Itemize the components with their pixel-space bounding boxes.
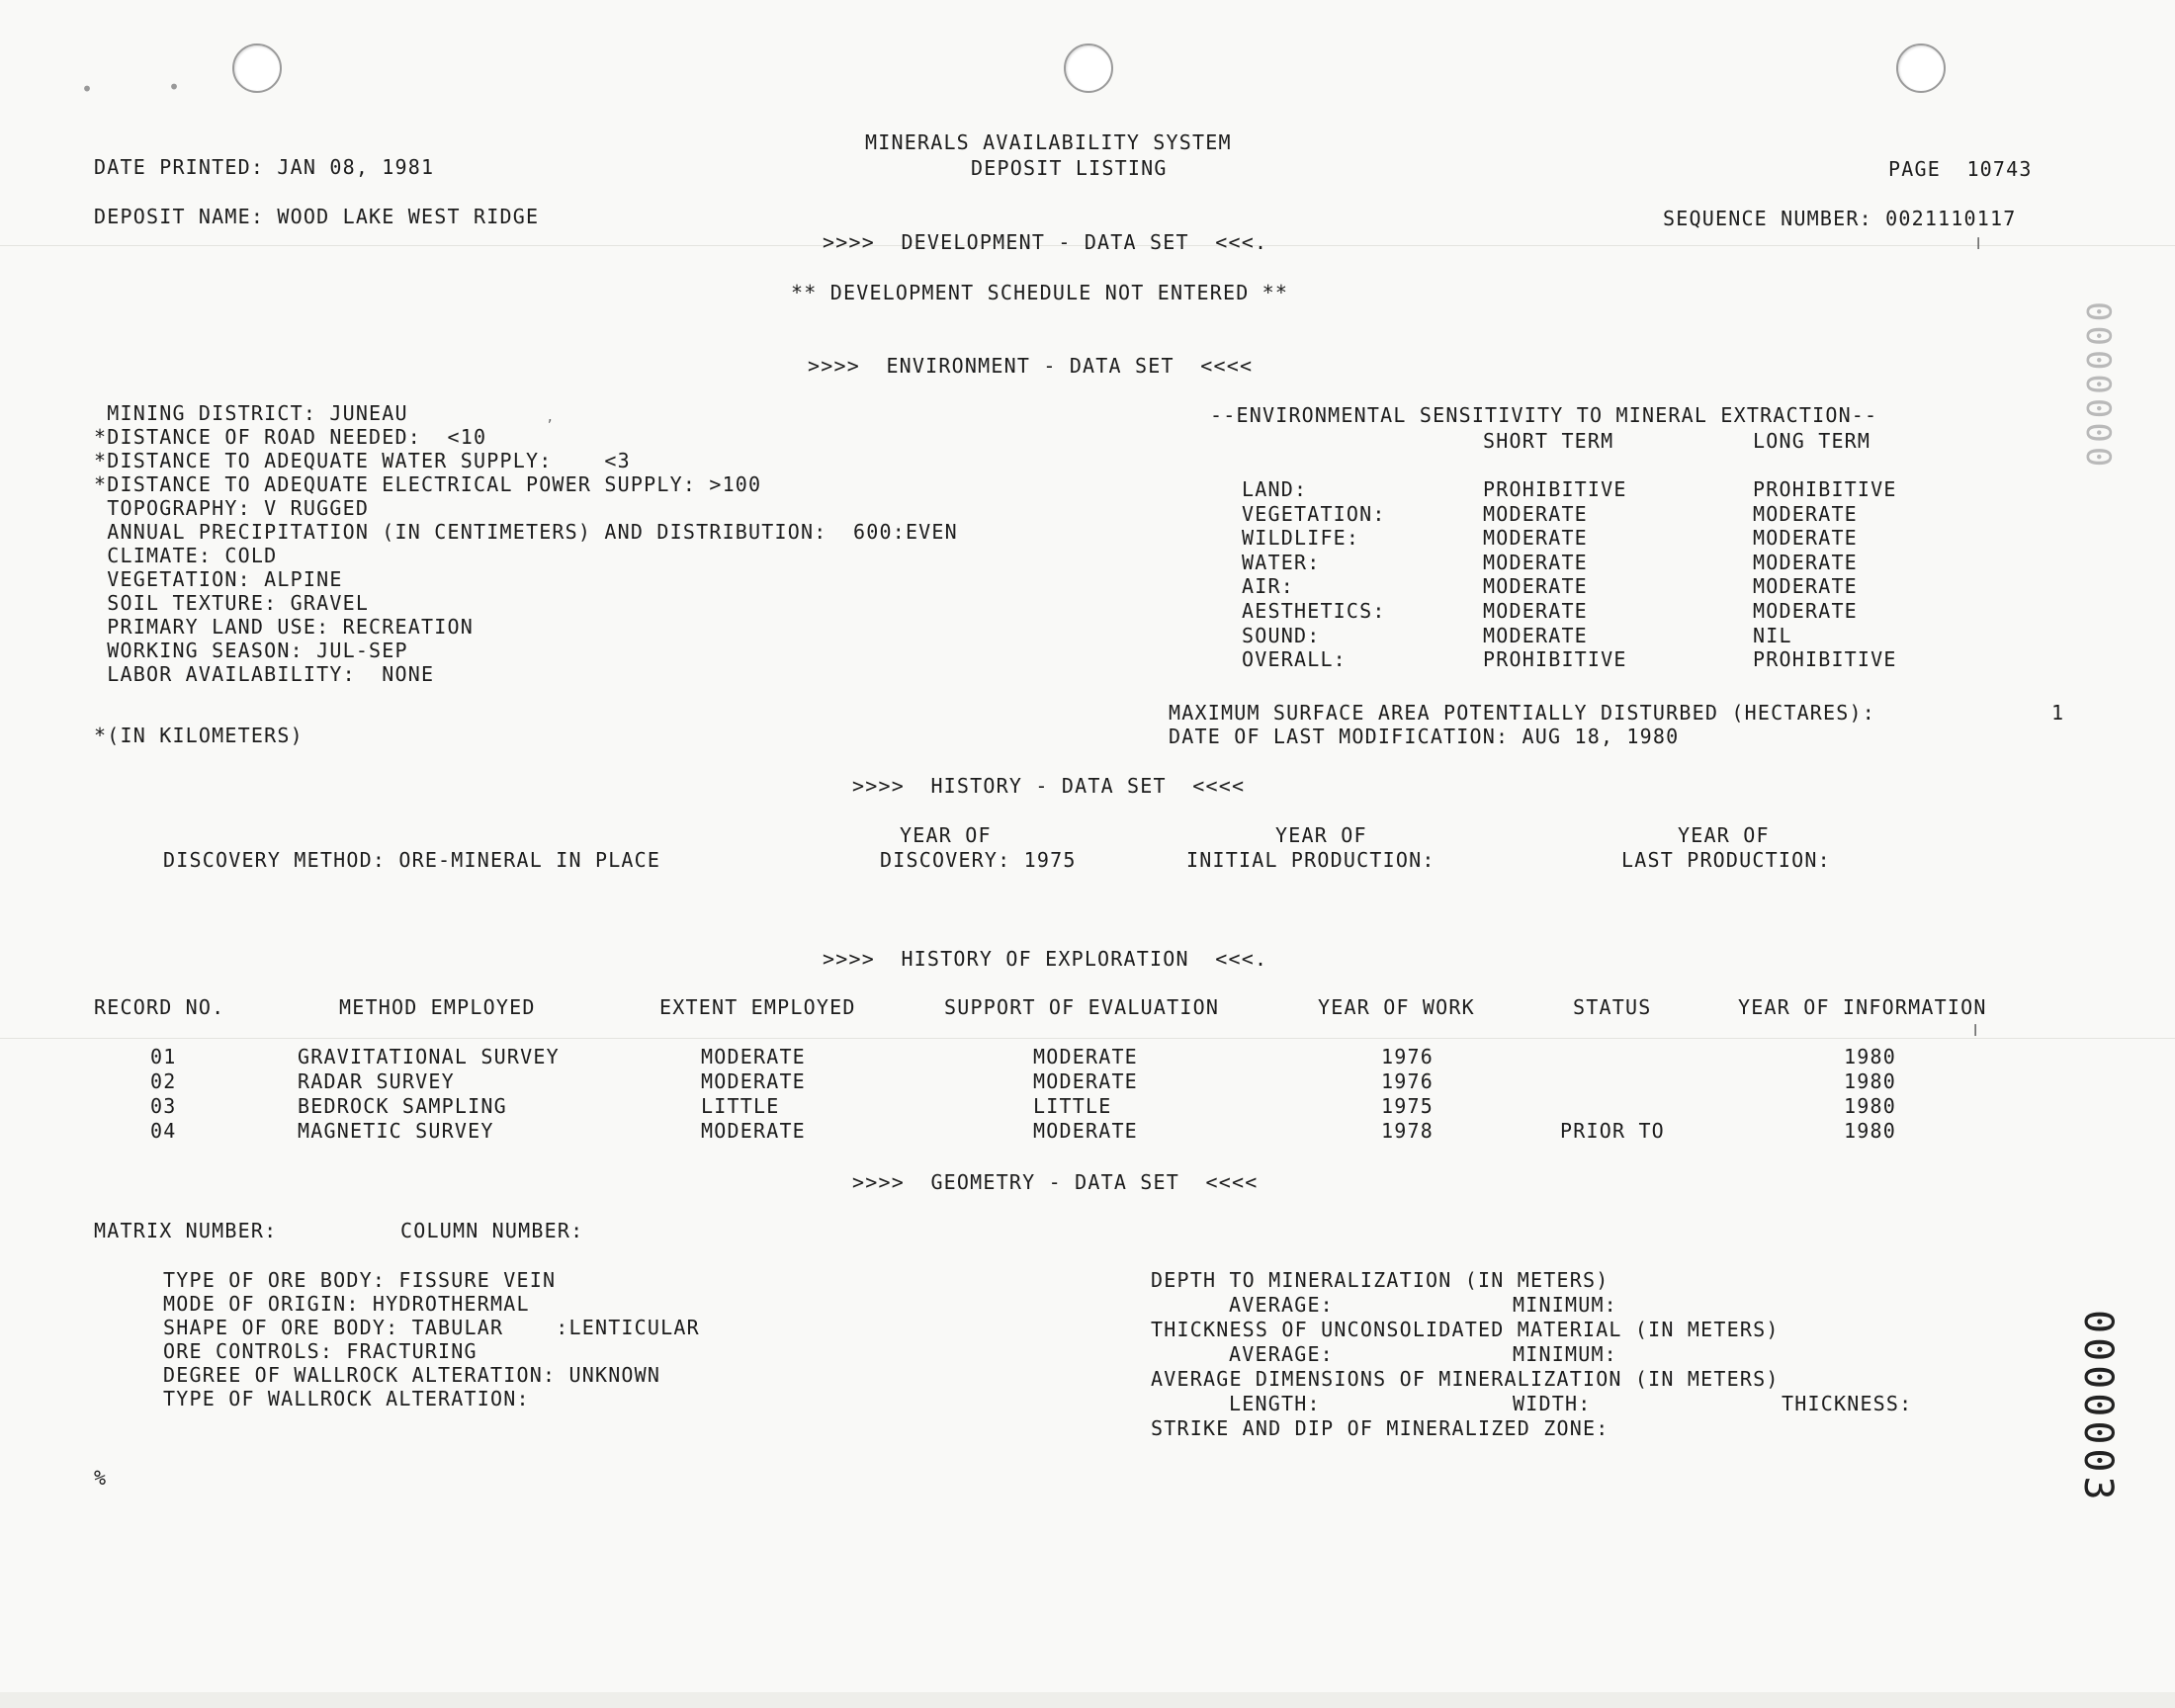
row-year-work: 1978 [1381, 1119, 1434, 1143]
geometry-heading: >>>> GEOMETRY - DATA SET <<<< [852, 1170, 1259, 1194]
row-support: MODERATE [1033, 1045, 1138, 1068]
row-year-work: 1975 [1381, 1094, 1434, 1118]
page-number: PAGE 10743 [1888, 157, 2033, 181]
row-year-info: 1980 [1844, 1119, 1896, 1143]
sensitivity-label: AESTHETICS: [1242, 598, 1386, 623]
punch-hole-center [1064, 43, 1113, 93]
table-row [0, 1069, 2175, 1094]
row-year-info: 1980 [1844, 1094, 1896, 1118]
env-line: PRIMARY LAND USE: RECREATION [94, 615, 474, 639]
sensitivity-long: MODERATE [1753, 598, 1858, 623]
sensitivity-short: PROHIBITIVE [1483, 477, 1627, 501]
env-line: LABOR AVAILABILITY: NONE [94, 662, 435, 686]
col-status: STATUS [1573, 995, 1652, 1019]
row-support: LITTLE [1033, 1094, 1112, 1118]
system-title: MINERALS AVAILABILITY SYSTEM [865, 130, 1232, 154]
row-year-info: 1980 [1844, 1069, 1896, 1093]
row-extent: MODERATE [701, 1045, 806, 1068]
row-record: 04 [150, 1119, 177, 1143]
initial-production: INITIAL PRODUCTION: [1186, 848, 1436, 872]
sensitivity-rows [1242, 477, 2033, 672]
kilometers-footnote: *(IN KILOMETERS) [94, 724, 304, 747]
geometry-line: ORE CONTROLS: FRACTURING [163, 1339, 478, 1363]
env-line: *DISTANCE OF ROAD NEEDED: <10 [94, 425, 487, 449]
sensitivity-row [1242, 502, 2033, 527]
sensitivity-row [1242, 624, 2033, 648]
sensitivity-short: MODERATE [1483, 526, 1588, 551]
env-line: TOPOGRAPHY: V RUGGED [94, 496, 370, 520]
matrix-number: MATRIX NUMBER: [94, 1219, 278, 1242]
deposit-name: DEPOSIT NAME: WOOD LAKE WEST RIDGE [94, 205, 540, 228]
sensitivity-label: VEGETATION: [1242, 501, 1386, 526]
row-record: 03 [150, 1094, 177, 1118]
geometry-line: DEGREE OF WALLROCK ALTERATION: UNKNOWN [163, 1363, 661, 1387]
row-method: MAGNETIC SURVEY [298, 1119, 494, 1143]
col-record: RECORD NO. [94, 995, 225, 1019]
geometry-line: TYPE OF ORE BODY: FISSURE VEIN [163, 1268, 557, 1292]
thickness-title: THICKNESS OF UNCONSOLIDATED MATERIAL (IN METERS) [1151, 1318, 1780, 1341]
table-row [0, 1119, 2175, 1144]
sensitivity-label: LAND: [1242, 477, 1308, 501]
environment-heading: >>>> ENVIRONMENT - DATA SET <<<< [808, 354, 1254, 378]
table-row [0, 1045, 2175, 1069]
depth-average: AVERAGE: [1229, 1293, 1334, 1317]
row-extent: MODERATE [701, 1119, 806, 1143]
row-method: RADAR SURVEY [298, 1069, 455, 1093]
row-method: BEDROCK SAMPLING [298, 1094, 507, 1118]
dimension-width: WIDTH: [1513, 1392, 1592, 1415]
sensitivity-long: MODERATE [1753, 550, 1858, 574]
sensitivity-short: MODERATE [1483, 550, 1588, 574]
sensitivity-long: MODERATE [1753, 501, 1858, 526]
date-printed: DATE PRINTED: JAN 08, 1981 [94, 155, 435, 179]
geometry-line: MODE OF ORIGIN: HYDROTHERMAL [163, 1292, 530, 1316]
dimension-length: LENGTH: [1229, 1392, 1321, 1415]
col-support: SUPPORT OF EVALUATION [944, 995, 1220, 1019]
exploration-heading: >>>> HISTORY OF EXPLORATION <<<. [823, 947, 1268, 971]
sensitivity-row [1242, 599, 2033, 624]
thickness-minimum: MINIMUM: [1513, 1342, 1617, 1366]
row-status: PRIOR TO [1560, 1119, 1665, 1143]
sensitivity-label: WILDLIFE: [1242, 526, 1360, 551]
last-production: LAST PRODUCTION: [1621, 848, 1831, 872]
year-of-label-last: YEAR OF [1678, 823, 1770, 847]
footer-percent-mark: % [94, 1466, 108, 1490]
year-of-label-initial: YEAR OF [1275, 823, 1367, 847]
row-extent: LITTLE [701, 1094, 780, 1118]
max-surface-area-value: 1 [2051, 701, 2065, 725]
geometry-line: SHAPE OF ORE BODY: TABULAR :LENTICULAR [163, 1316, 700, 1339]
sensitivity-row [1242, 551, 2033, 575]
punch-hole-left [232, 43, 282, 93]
row-support: MODERATE [1033, 1069, 1138, 1093]
sensitivity-long: PROHIBITIVE [1753, 477, 1897, 501]
edge-stamp-number: 0000003 [2075, 1310, 2121, 1504]
sensitivity-short: MODERATE [1483, 598, 1588, 623]
discovery-year: DISCOVERY: 1975 [880, 848, 1077, 872]
stray-mark: • [168, 75, 182, 99]
sensitivity-short: MODERATE [1483, 574, 1588, 599]
table-row [0, 1094, 2175, 1119]
row-record: 01 [150, 1045, 177, 1068]
env-line: SOIL TEXTURE: GRAVEL [94, 591, 370, 615]
sensitivity-title: --ENVIRONMENTAL SENSITIVITY TO MINERAL EXTRACTION-- [1210, 403, 1878, 427]
geometry-left-list [163, 1268, 700, 1410]
env-line: *DISTANCE TO ADEQUATE ELECTRICAL POWER SUPPLY: >100 [94, 472, 762, 496]
column-number: COLUMN NUMBER: [400, 1219, 584, 1242]
depth-minimum: MINIMUM: [1513, 1293, 1617, 1317]
max-surface-area-label: MAXIMUM SURFACE AREA POTENTIALLY DISTURBED (HECTARES): [1169, 701, 1876, 725]
last-modification: DATE OF LAST MODIFICATION: AUG 18, 1980 [1169, 725, 1680, 748]
sensitivity-long: PROHIBITIVE [1753, 647, 1897, 672]
stray-mark: • [81, 77, 95, 101]
sensitivity-short: MODERATE [1483, 623, 1588, 647]
col-year-info: YEAR OF INFORMATION [1738, 995, 1987, 1019]
env-line: VEGETATION: ALPINE [94, 567, 343, 591]
env-line: WORKING SEASON: JUL-SEP [94, 639, 408, 662]
stray-superscript: ’ [546, 418, 556, 433]
dimension-thickness: THICKNESS: [1782, 1392, 1913, 1415]
col-method: METHOD EMPLOYED [339, 995, 536, 1019]
stray-tick: ╵ [1969, 1024, 1983, 1048]
env-line: CLIMATE: COLD [94, 544, 278, 567]
depth-title: DEPTH TO MINERALIZATION (IN METERS) [1151, 1268, 1610, 1292]
development-note: ** DEVELOPMENT SCHEDULE NOT ENTERED ** [791, 281, 1289, 304]
geometry-line: TYPE OF WALLROCK ALTERATION: [163, 1387, 530, 1410]
env-line: *DISTANCE TO ADEQUATE WATER SUPPLY: <3 [94, 449, 631, 472]
env-line: MINING DISTRICT: JUNEAU [94, 401, 408, 425]
row-method: GRAVITATIONAL SURVEY [298, 1045, 560, 1068]
sequence-number: SEQUENCE NUMBER: 0021110117 [1663, 207, 2017, 230]
row-support: MODERATE [1033, 1119, 1138, 1143]
sensitivity-label: WATER: [1242, 550, 1321, 574]
history-heading: >>>> HISTORY - DATA SET <<<< [852, 774, 1246, 798]
thickness-average: AVERAGE: [1229, 1342, 1334, 1366]
row-record: 02 [150, 1069, 177, 1093]
scan-bottom-band [0, 1692, 2175, 1708]
sensitivity-short: MODERATE [1483, 501, 1588, 526]
environment-list [94, 401, 958, 686]
sensitivity-long: MODERATE [1753, 574, 1858, 599]
long-term-header: LONG TERM [1753, 429, 1871, 453]
stray-tick: ╵ [1972, 237, 1986, 261]
discovery-method: DISCOVERY METHOD: ORE-MINERAL IN PLACE [163, 848, 661, 872]
year-of-label-discovery: YEAR OF [900, 823, 992, 847]
strike-dip: STRIKE AND DIP OF MINERALIZED ZONE: [1151, 1416, 1610, 1440]
row-year-work: 1976 [1381, 1045, 1434, 1068]
sensitivity-short: PROHIBITIVE [1483, 647, 1627, 672]
sensitivity-row [1242, 647, 2033, 672]
sensitivity-label: OVERALL: [1242, 647, 1347, 672]
sensitivity-long: MODERATE [1753, 526, 1858, 551]
short-term-header: SHORT TERM [1483, 429, 1614, 453]
punch-hole-right [1896, 43, 1946, 93]
sensitivity-row [1242, 526, 2033, 551]
env-line: ANNUAL PRECIPITATION (IN CENTIMETERS) AND DISTRIBUTION: 600:EVEN [94, 520, 958, 544]
dimensions-title: AVERAGE DIMENSIONS OF MINERALIZATION (IN METERS) [1151, 1367, 1780, 1391]
col-extent: EXTENT EMPLOYED [659, 995, 856, 1019]
col-year-work: YEAR OF WORK [1318, 995, 1475, 1019]
row-extent: MODERATE [701, 1069, 806, 1093]
edge-stamp-number-faint: 0000000 [2078, 301, 2118, 471]
development-heading: >>>> DEVELOPMENT - DATA SET <<<. [823, 230, 1268, 254]
row-year-info: 1980 [1844, 1045, 1896, 1068]
sensitivity-label: AIR: [1242, 574, 1294, 599]
sensitivity-label: SOUND: [1242, 623, 1321, 647]
listing-title: DEPOSIT LISTING [971, 156, 1168, 180]
row-year-work: 1976 [1381, 1069, 1434, 1093]
exploration-table [0, 995, 2175, 1153]
sensitivity-row [1242, 574, 2033, 599]
sensitivity-row [1242, 477, 2033, 502]
sensitivity-long: NIL [1753, 623, 1792, 647]
